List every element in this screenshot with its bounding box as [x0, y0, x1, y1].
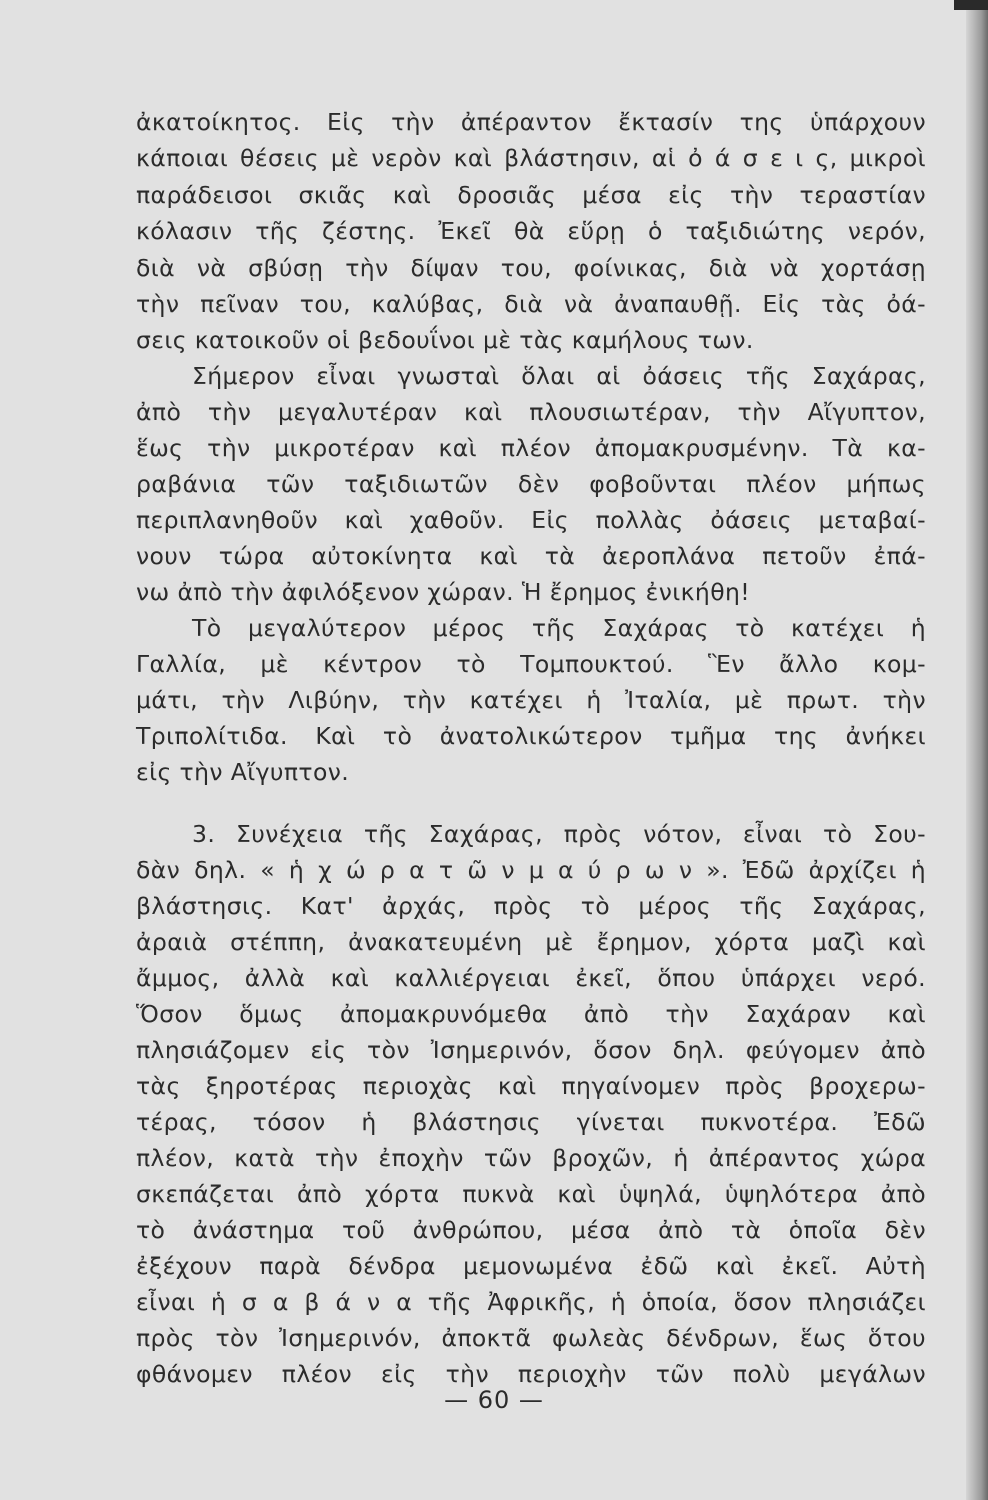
text-line: μάτι, τὴν Λιβύην, τὴν κατέχει ἡ Ἰταλία, μὲ πρωτ. τὴν — [136, 686, 926, 714]
text-line: τὰς ξηροτέρας περιοχὰς καὶ πηγαίνομεν πρὸς βροχερω- — [136, 1072, 926, 1100]
text-line: παράδεισοι σκιᾶς καὶ δροσιᾶς μέσα εἰς τὴν τεραστίαν — [136, 181, 926, 209]
text-line: εἰς τὴν Αἴγυπτον. — [136, 758, 350, 786]
page-edge-shadow — [966, 0, 988, 1500]
text-line: φθάνομεν πλέον εἰς τὴν περιοχὴν τῶν πολὺ μεγάλων — [136, 1360, 926, 1388]
text-line: ἕως τὴν μικροτέραν καὶ πλέον ἀπομακρυσμένην. Τὰ κα- — [136, 434, 926, 462]
page-corner-mark — [954, 0, 988, 10]
text-line: ἀκατοίκητος. Εἰς τὴν ἀπέραντον ἔκτασίν της ὑπάρχουν — [136, 108, 926, 136]
text-line: ἄμμος, ἀλλὰ καὶ καλλιέργειαι ἐκεῖ, ὅπου ὑπάρχει νερό. — [136, 964, 926, 992]
text-line: νουν τώρα αὐτοκίνητα καὶ τὰ ἀεροπλάνα πετοῦν ἐπά- — [136, 542, 926, 570]
text-line: βλάστησις. Κατ' ἀρχάς, πρὸς τὸ μέρος τῆς Σαχάρας, — [136, 892, 926, 920]
text-line: ραβάνια τῶν ταξιδιωτῶν δὲν φοβοῦνται πλέον μήπως — [136, 470, 926, 498]
text-line: 3. Συνέχεια τῆς Σαχάρας, πρὸς νότον, εἶναι τὸ Σου- — [192, 820, 926, 848]
text-line: τὸ ἀνάστημα τοῦ ἀνθρώπου, μέσα ἀπὸ τὰ ὁποῖα δὲν — [136, 1216, 926, 1244]
text-line: πλέον, κατὰ τὴν ἐποχὴν τῶν βροχῶν, ἡ ἀπέραντος χώρα — [136, 1144, 926, 1172]
text-line: δὰν δηλ. « ἡ χ ώ ρ α τ ῶ ν μ α ύ ρ ω ν ». Ἐδῶ ἀρχίζει ἡ — [136, 856, 926, 884]
text-line: τέρας, τόσον ἡ βλάστησις γίνεται πυκνοτέρα. Ἐδῶ — [136, 1108, 926, 1136]
text-line: ἐξέχουν παρὰ δένδρα μεμονωμένα ἐδῶ καὶ ἐκεῖ. Αὐτὴ — [136, 1252, 926, 1280]
text-line: κάποιαι θέσεις μὲ νερὸν καὶ βλάστησιν, αἱ ὀ ά σ ε ι ς, μικροὶ — [136, 144, 926, 172]
text-line: Τὸ μεγαλύτερον μέρος τῆς Σαχάρας τὸ κατέχει ἡ — [192, 614, 926, 642]
text-line: ἀπὸ τὴν μεγαλυτέραν καὶ πλουσιωτέραν, τὴν Αἴγυπτον, — [136, 398, 926, 426]
text-line: νω ἀπὸ τὴν ἀφιλόξενον χώραν. Ἡ ἔρημος ἐνικήθη! — [136, 578, 751, 606]
text-line: κόλασιν τῆς ζέστης. Ἐκεῖ θὰ εὕρῃ ὁ ταξιδιώτης νερόν, — [136, 217, 926, 245]
text-line: Γαλλία, μὲ κέντρον τὸ Τομπουκτού. Ἓν ἄλλο κομ- — [136, 650, 926, 678]
text-line: διὰ νὰ σβύσῃ τὴν δίψαν του, φοίνικας, διὰ νὰ χορτάσῃ — [136, 254, 926, 282]
text-line: ἀραιὰ στέππη, ἀνακατευμένη μὲ ἔρημον, χόρτα μαζὶ καὶ — [136, 928, 926, 956]
text-line: περιπλανηθοῦν καὶ χαθοῦν. Εἰς πολλὰς ὀάσεις μεταβαί- — [136, 506, 926, 534]
text-line: σεις κατοικοῦν οἱ βεδουΐνοι μὲ τὰς καμήλους των. — [136, 326, 754, 354]
text-line: πρὸς τὸν Ἰσημερινόν, ἀποκτᾶ φωλεὰς δένδρων, ἕως ὅτου — [136, 1324, 926, 1352]
text-line: εἶναι ἡ σ α β ά ν α τῆς Ἀφρικῆς, ἡ ὁποία, ὅσον πλησιάζει — [136, 1288, 926, 1316]
text-line: σκεπάζεται ἀπὸ χόρτα πυκνὰ καὶ ὑψηλά, ὑψηλότερα ἀπὸ — [136, 1180, 926, 1208]
text-line: Τριπολίτιδα. Καὶ τὸ ἀνατολικώτερον τμῆμα της ἀνήκει — [136, 722, 926, 750]
text-line: Ὅσον ὅμως ἀπομακρυνόμεθα ἀπὸ τὴν Σαχάραν καὶ — [136, 1000, 926, 1028]
page-number: — 60 — — [444, 1386, 544, 1414]
text-line: τὴν πεῖναν του, καλύβας, διὰ νὰ ἀναπαυθῇ. Εἰς τὰς ὀά- — [136, 290, 926, 318]
text-line: πλησιάζομεν εἰς τὸν Ἰσημερινόν, ὅσον δηλ. φεύγομεν ἀπὸ — [136, 1036, 926, 1064]
text-line: Σήμερον εἶναι γνωσταὶ ὅλαι αἱ ὀάσεις τῆς Σαχάρας, — [192, 362, 926, 390]
